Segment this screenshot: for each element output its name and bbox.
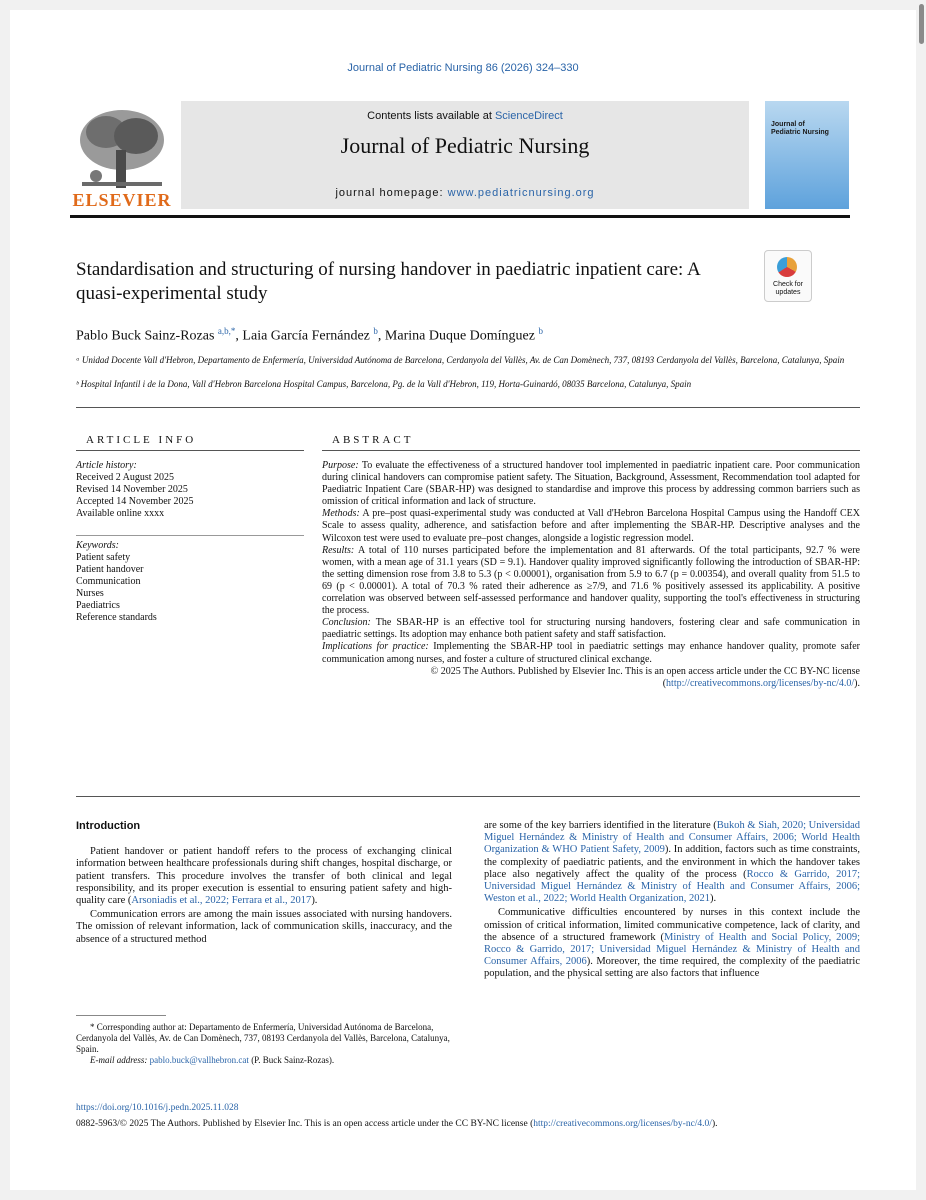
keywords-label: Keywords: <box>76 540 119 551</box>
author-2-affil[interactable]: b <box>373 326 378 336</box>
intro-paragraph-2-cont: are some of the key barriers identified in the literature (Bukoh & Siah, 2020; Universidad Miguel Hernández & Ministry of Health and Consumer Affairs, 2006; World Health Organization & WHO Patient Safety, 2009). In addition, factors such as time constraints, the complexity of paediatric patients, and the environment in which the handover takes place also negatively affect the quality of the process (Rocco & Garrido, 2017; Universidad Miguel Hernández & Ministry of Health and Consumer Affairs, 2006; Weston et al., 2022; World Health Organization, 2021). <box>484 820 861 905</box>
ref-link[interactable]: Rocco & Garrido, 2017; Universidad Miguel Hernández & Ministry of Health and Consumer Affairs, 2006; Weston et al., 2022; World Health Organization, 2021 <box>484 868 860 905</box>
journal-cover-thumbnail[interactable] <box>765 101 849 209</box>
keywords-rule <box>76 535 304 536</box>
author-2: Laia García Fernández <box>242 328 374 344</box>
abstract-heading: ABSTRACT <box>332 434 414 446</box>
cover-title: Journal of Pediatric Nursing <box>771 121 829 136</box>
footnote-text: * Corresponding author at: Departamento de Enfermería, Universidad Autónoma de Barcelona, Cerdanyola del Vallès, Av. de Can Domènech, 737, 08193 Cerdanyola del Vallès, Barcelona, Catalunya, Spain. <box>76 1022 450 1054</box>
journal-title: Journal of Pediatric Nursing <box>340 133 590 158</box>
footnote-email: E-mail address: pablo.buck@vallhebron.cat (P. Buck Sainz-Rozas). <box>90 1055 335 1065</box>
author-1-affil[interactable]: a,b,* <box>217 326 236 336</box>
author-3: Marina Duque Domínguez <box>384 328 539 344</box>
scrollbar-thumb[interactable] <box>919 4 924 44</box>
history-online: Available online xxxx <box>76 508 165 519</box>
license-link[interactable]: http://creativecommons.org/licenses/by-nc/4.0/ <box>666 677 855 689</box>
abstract-purpose: Purpose: To evaluate the effectiveness of a structured handover tool implemented in paediatric inpatient care. Poor communication during clinical handovers can compromise patient safety. The Situation, Background, Assessment, Recommendation tool adapted for Paediatric Inpatient Care (SBAR-HP) was designed to standardise and improve this process by addressing common barriers such as omission of critical information and lack of structure. <box>322 460 860 508</box>
email-link[interactable]: pablo.buck@vallhebron.cat <box>149 1055 249 1065</box>
crossmark-icon <box>777 257 797 277</box>
abstract-body <box>322 460 860 690</box>
check-for-updates-label: Check for updates <box>773 281 803 296</box>
ref-link[interactable]: Arsoniadis et al., 2022; Ferrara et al., 2017 <box>131 895 312 907</box>
keyword: Nurses <box>76 588 104 599</box>
history-received: Received 2 August 2025 <box>76 472 175 483</box>
keyword: Paediatrics <box>76 600 120 611</box>
article-title: Standardisation and structuring of nursing handover in paediatric inpatient care: A quasi-experimental study <box>76 259 700 304</box>
abstract-implications: Implications for practice: Implementing the SBAR-HP tool in paediatric settings may enhance handover quality, promote safer communication among nurses, and foster a culture of structured clinical exchange. <box>322 641 860 665</box>
history-label: Article history: <box>76 460 137 471</box>
contents-line: Contents lists available at ScienceDirect <box>367 110 563 122</box>
article-history <box>76 460 193 520</box>
keyword: Patient handover <box>76 564 144 575</box>
check-for-updates-badge[interactable] <box>764 250 812 302</box>
keyword: Communication <box>76 576 141 587</box>
keyword: Reference standards <box>76 612 157 623</box>
header-rule <box>70 215 850 218</box>
article-info-heading: ARTICLE INFO <box>86 434 197 446</box>
intro-paragraph-3: Communicative difficulties encountered by nurses in this context include the omission of critical information, limited communicative competence, lack of clarity, and the absence of a structured framework (Ministry of Health and Social Policy, 2009; Rocco & Garrido, 2017; Universidad Miguel Hernández & Ministry of Health and Consumer Affairs, 2006). Moreover, the time required, the complexity of the paediatric population, and the physical setting are also factors that influence <box>484 907 860 980</box>
homepage-link[interactable]: www.pediatricnursing.org <box>447 187 595 199</box>
abstract-rule <box>322 450 860 451</box>
journal-citation[interactable]: Journal of Pediatric Nursing 86 (2026) 324–330 <box>347 62 579 74</box>
ref-link[interactable]: Ministry of Health and Social Policy, 2009; Rocco & Garrido, 2017; Universidad Miguel Hernández & Ministry of Health and Consumer Affairs, 2006 <box>484 931 860 968</box>
footnote-rule <box>76 1015 166 1016</box>
intro-right-column <box>484 820 860 981</box>
abstract-methods: Methods: A pre–post quasi-experimental study was conducted at Vall d'Hebron Barcelona Hospital Campus using the Handoff CEX Scale to assess quality, adherence, and satisfaction before and after implementing the SBAR-HP. Descriptive analyses and the Wilcoxon test were used to evaluate pre–post changes, alongside a logistic regression model. <box>322 508 860 544</box>
abstract-results: Results: A total of 110 nurses participated before the implementation and 81 afterwards. Of the total participants, 92.7 % were women, with a mean age of 31.1 years (SD = 9.1). Handover quality improved significantly following the introduction of SBAR-HP: the setting dimension rose from 3.8 to 5.3 (p < 0.00001), organisation from 5.9 to 6.7 (p = 0.00354), and overall quality from 51.5 to 69 (p < 0.00001). A total of 70.3 % rated their adherence as ≥7/9, and 71.6 % positively assessed its applicability. A positive correlation was observed between self-assessed performance and handover quality, supporting the tool's effectiveness in structuring the process. <box>322 544 860 617</box>
journal-banner <box>181 101 749 209</box>
keywords-block <box>76 540 157 624</box>
affiliation-rule <box>76 407 860 408</box>
paper-page <box>10 10 916 1190</box>
intro-left-column <box>76 820 452 946</box>
keyword: Patient safety <box>76 552 131 563</box>
affiliation-b: ᵇ Hospital Infantil i de la Dona, Vall d'Hebron Barcelona Hospital Campus, Barcelona, Pg. de la Vall d'Hebron, 119, Horta-Guinardó, 08035 Barcelona, Catalunya, Spain <box>76 379 692 389</box>
ref-link[interactable]: Bukoh & Siah, 2020; Universidad Miguel Hernández & Ministry of Health and Consumer Affairs, 2006; World Health Organization & WHO Patient Safety, 2009 <box>484 820 861 856</box>
corresponding-author-footnote <box>76 1022 452 1066</box>
history-revised: Revised 14 November 2025 <box>76 484 188 495</box>
footer-license-link[interactable]: http://creativecommons.org/licenses/by-nc/4.0/ <box>533 1119 712 1129</box>
intro-paragraph-1: Patient handover or patient handoff refers to the process of exchanging clinical information between healthcare professionals during shift changes, hospital discharge, or patient transfers. This procedure involves the transfer of both clinical and legal responsibility, and its proper execution is essential to ensuring patient safety and high-quality care (Arsoniadis et al., 2022; Ferrara et al., 2017). <box>76 846 452 907</box>
intro-paragraph-2: Communication errors are among the main issues associated with nursing handovers. The omission of relevant information, lack of communication skills, inaccuracy, and the absence of a structured method <box>76 909 452 945</box>
affiliation-a: ᵃ Unidad Docente Vall d'Hebron, Departamento de Enfermería, Universidad Autónoma de Barcelona, Cerdanyola del Vallès, Av. de Can Domènech, 737, 08193 Cerdanyola del Vallès, Barcelona, Catalunya, Spain <box>76 355 845 365</box>
sciencedirect-link[interactable]: ScienceDirect <box>494 110 563 122</box>
abstract-conclusion: Conclusion: The SBAR-HP is an effective tool for structuring nursing handovers, fostering clear and safe communication in paediatric settings. Its adoption may enhance both patient safety and staff satisfaction. <box>322 617 860 641</box>
footer-copyright: 0882-5963/© 2025 The Authors. Published by Elsevier Inc. This is an open access article under the CC BY-NC license (http://creativecommons.org/licenses/by-nc/4.0/). <box>76 1119 718 1129</box>
abstract-end-rule <box>76 796 860 797</box>
history-accepted: Accepted 14 November 2025 <box>76 496 194 507</box>
elsevier-wordmark: ELSEVIER <box>72 190 172 210</box>
journal-homepage: journal homepage: www.pediatricnursing.org <box>335 187 595 199</box>
author-3-affil[interactable]: b <box>538 326 543 336</box>
doi-link[interactable]: https://doi.org/10.1016/j.pedn.2025.11.028 <box>76 1103 239 1113</box>
article-info-rule <box>76 450 304 451</box>
author-1: Pablo Buck Sainz-Rozas <box>76 328 218 344</box>
author-list: Pablo Buck Sainz-Rozas $^{a,b,*}$, Laia García Fernández $^b$, Marina Duque Domínguez $^b$ <box>76 326 543 344</box>
abstract-license: © 2025 The Authors. Published by Elsevier Inc. This is an open access article under the CC BY-NC license (http://creativecommons.org/licenses/by-nc/4.0/). <box>430 665 860 689</box>
intro-heading: Introduction <box>76 820 141 832</box>
